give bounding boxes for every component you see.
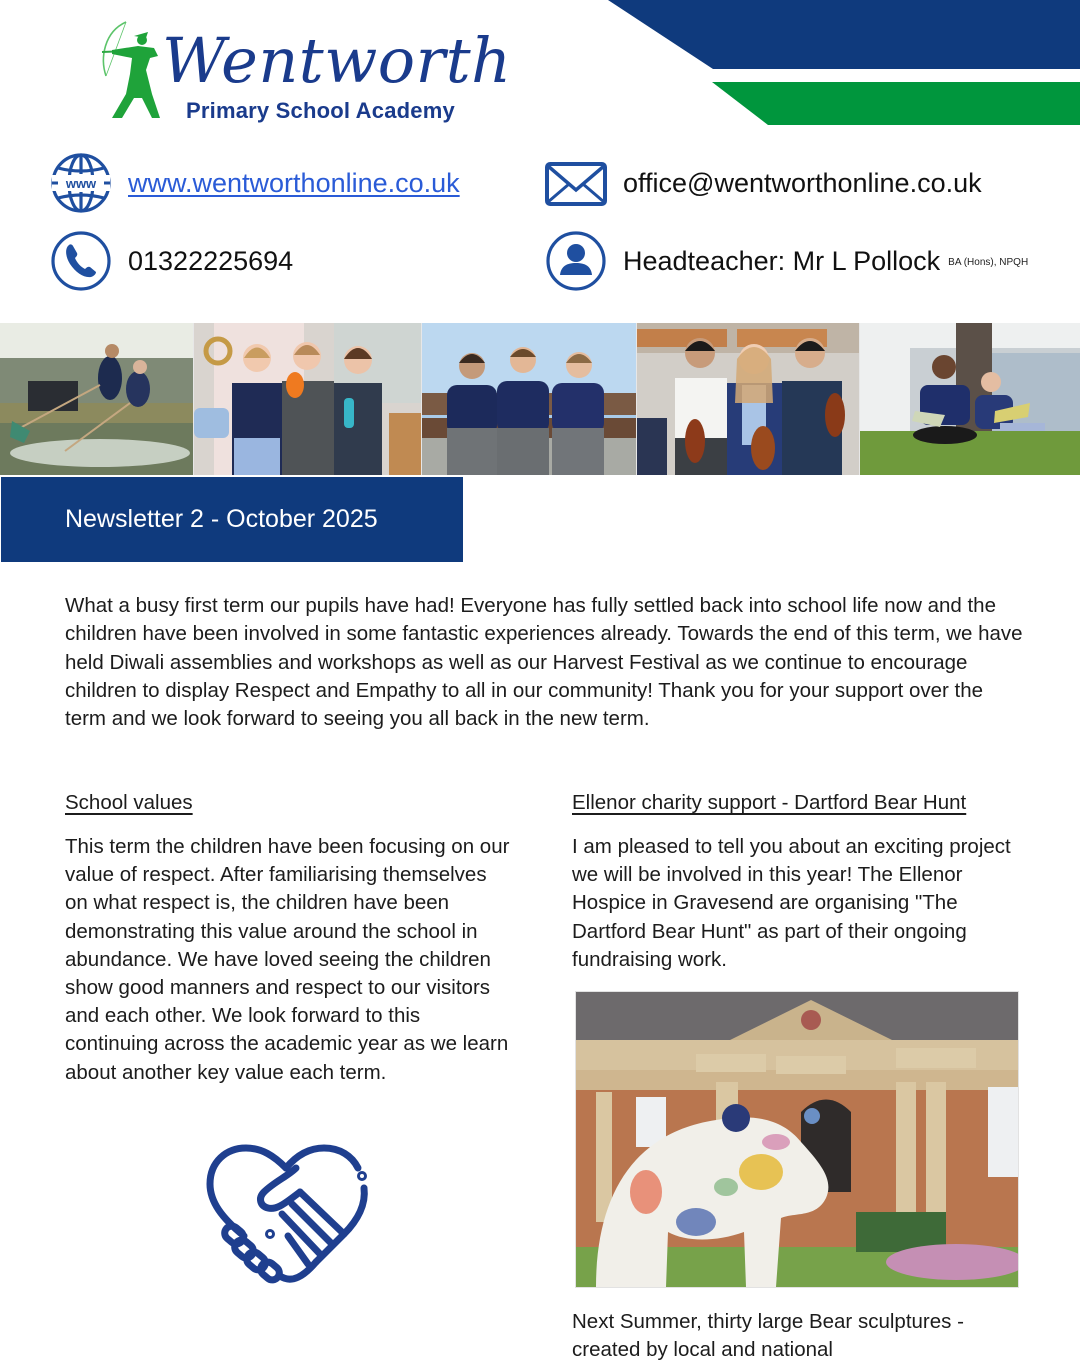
phone-icon [50, 230, 112, 292]
school-name: Wentworth [162, 24, 512, 97]
phone-number[interactable]: 01322225694 [128, 245, 294, 276]
violin-pupils-photo [636, 323, 859, 475]
handshake-heart-icon [204, 1142, 370, 1290]
phone-contact[interactable] [50, 230, 293, 292]
website-contact[interactable] [50, 152, 460, 214]
globe-www-icon [50, 152, 112, 214]
school-logo [98, 18, 512, 130]
dartford-bear-photo [575, 991, 1019, 1288]
website-link[interactable]: www.wentworthonline.co.uk [128, 167, 460, 198]
archer-logo-icon [98, 18, 162, 122]
headteacher-label: Headteacher: Mr L Pollock [623, 245, 941, 276]
school-subtitle: Primary School Academy [186, 98, 455, 123]
headteacher-contact [545, 230, 1028, 292]
newsletter-title: Newsletter 2 - October 2025 [65, 505, 378, 533]
envelope-icon [545, 152, 607, 214]
photo-strip [0, 323, 1080, 475]
pond-dipping-photo [0, 323, 193, 475]
school-values-body: This term the children have been focusing on our value of respect. After familiarising themselves on what respect is, the children have been demonstrating this value around the school in abundance. We have loved seeing the children show good manners and respect to our visitors and each other. We look forward to this continuing across the academic year as we learn about another key value each term. [65, 835, 510, 1084]
newsletter-title-banner [1, 477, 463, 562]
reading-on-grass-photo [859, 323, 1080, 475]
music-instruments-photo [193, 323, 421, 475]
ellenor-body: I am pleased to tell you about an exciting project we will be involved in this year! The Ellenor Hospice in Gravesend are organising "The Dartford Bear Hunt" as part of their ongoing fundraising work. [572, 835, 1011, 971]
svg-text:www: www [65, 176, 97, 191]
pupils-on-bench-photo [421, 323, 635, 475]
header-blue-stripe [608, 0, 1080, 69]
school-values-heading: School values [65, 791, 193, 814]
email-contact[interactable] [545, 152, 982, 214]
headteacher-name [623, 246, 1028, 277]
headteacher-credentials: BA (Hons), NPQH [948, 256, 1029, 268]
intro-paragraph: What a busy first term our pupils have had! Everyone has fully settled back into school life now and the children have been involved in some fantastic experiences already. Towards the end of this term, we have held Diwali assemblies and workshops as well as our Harvest Festival as we continue to encourage children to display Respect and Empathy to all in our community! Thank you for your support over the term and we look forward to seeing you all back in the new term. [65, 594, 1023, 731]
ellenor-heading: Ellenor charity support - Dartford Bear Hunt [572, 791, 967, 814]
email-address[interactable]: office@wentworthonline.co.uk [623, 167, 982, 198]
ellenor-continued-text: Next Summer, thirty large Bear sculptures - created by local and national [572, 1310, 964, 1362]
header-green-stripe [712, 82, 1080, 125]
person-icon [545, 230, 607, 292]
